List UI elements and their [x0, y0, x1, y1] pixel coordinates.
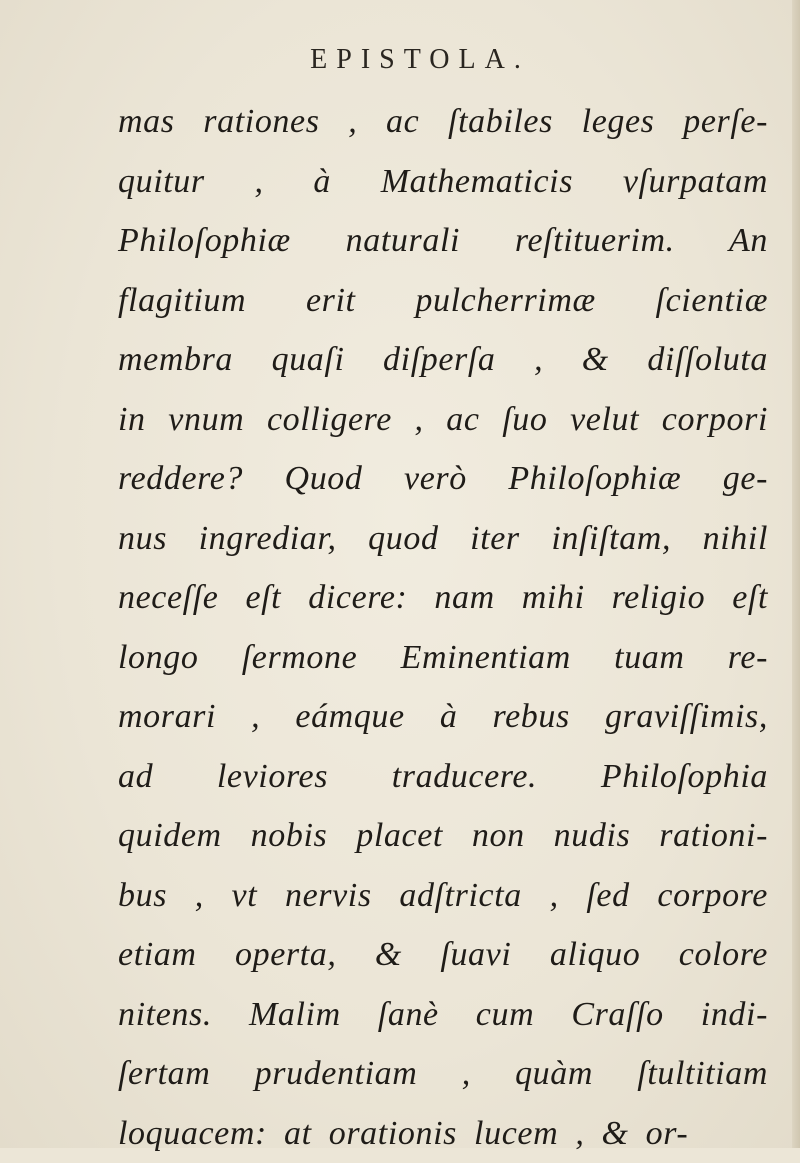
running-head: EPISTOLA. [0, 44, 800, 76]
body-text [118, 92, 768, 1163]
text-line: morari , eámque à rebus graviſſimis, [118, 687, 768, 747]
text-line: flagitium erit pulcherrimæ ſcientiæ [118, 271, 768, 331]
text-line: nitens. Malim ſanè cum Craſſo indi- [118, 985, 768, 1045]
text-line: loquacem: at orationis lucem , & or- [118, 1104, 768, 1163]
text-line: reddere? Quod verò Philoſophiæ ge- [118, 449, 768, 509]
text-line: bus , vt nervis adſtricta , ſed corpore [118, 866, 768, 926]
text-line: neceſſe eſt dicere: nam mihi religio eſt [118, 568, 768, 628]
text-line: ſertam prudentiam , quàm ſtultitiam [118, 1044, 768, 1104]
text-line: Philoſophiæ naturali reſtituerim. An [118, 211, 768, 271]
text-line: ad leviores traducere. Philoſophia [118, 747, 768, 807]
text-line: quitur , à Mathematicis vſurpatam [118, 152, 768, 212]
text-line: longo ſermone Eminentiam tuam re- [118, 628, 768, 688]
text-line: nus ingrediar, quod iter inſiſtam, nihil [118, 509, 768, 569]
text-line: in vnum colligere , ac ſuo velut corpori [118, 390, 768, 450]
text-line: mas rationes , ac ſtabiles leges perſe- [118, 92, 768, 152]
page-edge [792, 0, 800, 1148]
text-line: quidem nobis placet non nudis rationi- [118, 806, 768, 866]
text-line: etiam operta, & ſuavi aliquo colore [118, 925, 768, 985]
text-line: membra quaſi diſperſa , & diſſoluta [118, 330, 768, 390]
